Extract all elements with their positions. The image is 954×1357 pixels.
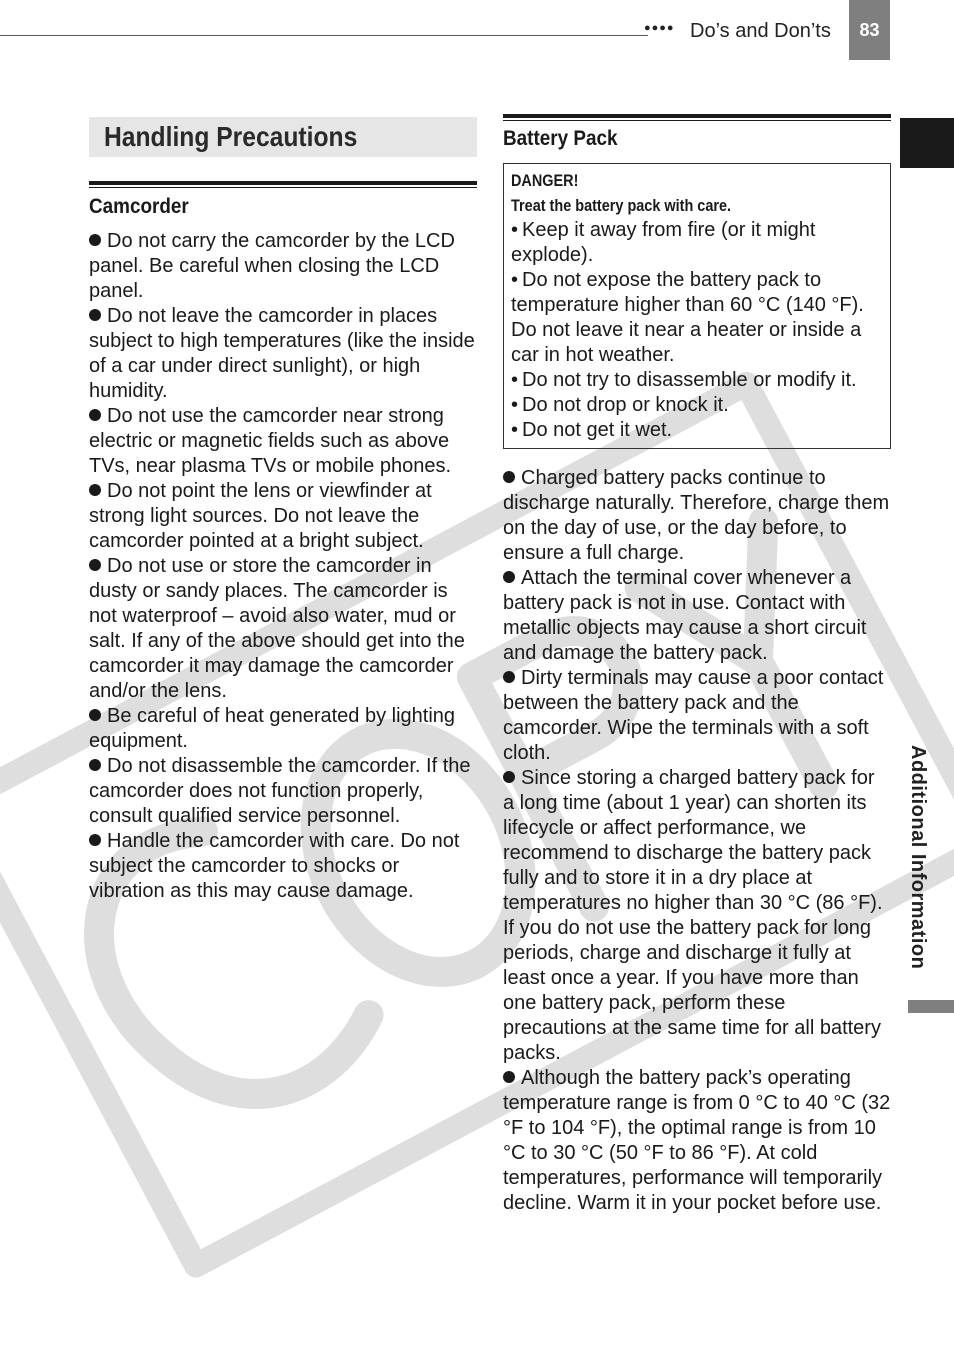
list-item: Although the battery pack’s operating temperature range is from 0 °C to 40 °C (32 °F to 104 °F), the optimal range is from 10 °C to 30 °C (50 °F to 86 °F). At cold temperatures, performance will temporarily decline. Warm it in your pocket before use. xyxy=(503,1067,891,1214)
list-item: • Do not expose the battery pack to temperature higher than 60 °C (140 °F). Do not leave it near a heater or inside a car in hot weather. xyxy=(511,269,864,366)
danger-subtitle: Treat the battery pack with care. xyxy=(511,196,732,215)
danger-box xyxy=(503,163,891,449)
header-rule xyxy=(0,35,648,36)
list-item: Do not use the camcorder near strong electric or magnetic fields such as above TVs, near plasma TVs or mobile phones. xyxy=(89,405,452,477)
side-tab-block xyxy=(900,118,954,168)
list-item: • Do not drop or knock it. xyxy=(511,394,729,416)
bullet-icon xyxy=(503,571,515,583)
section-title-battery-pack: Battery Pack xyxy=(503,127,618,150)
bullet-icon xyxy=(503,471,515,483)
dot-icon: • xyxy=(511,419,519,441)
section-rule xyxy=(89,181,477,185)
bullet-icon xyxy=(89,559,101,571)
list-item: Dirty terminals may cause a poor contact between the battery pack and the camcorder. Wipe the terminals with a soft cloth. xyxy=(503,667,884,764)
list-item: Handle the camcorder with care. Do not subject the camcorder to shocks or vibration as this may cause damage. xyxy=(89,830,460,902)
side-tab-bar xyxy=(908,1000,954,1013)
danger-list xyxy=(511,218,882,443)
dot-icon: • xyxy=(511,394,519,416)
page-number: 83 xyxy=(849,0,890,60)
left-column xyxy=(89,117,477,904)
bullet-icon xyxy=(503,1071,515,1083)
section-title-handling-precautions xyxy=(89,117,477,157)
bullet-icon xyxy=(503,671,515,683)
subsection-title-camcorder: Camcorder xyxy=(89,195,189,218)
list-item: • Keep it away from fire (or it might explode). xyxy=(511,219,816,266)
danger-title: DANGER! xyxy=(511,171,579,190)
section-rule xyxy=(503,114,891,118)
list-item: • Do not get it wet. xyxy=(511,419,673,441)
list-item: Do not point the lens or viewfinder at strong light sources. Do not leave the camcorder pointed at a bright subject. xyxy=(89,480,432,552)
dot-icon: • xyxy=(511,219,519,241)
list-item: Do not carry the camcorder by the LCD panel. Be careful when closing the LCD panel. xyxy=(89,230,455,302)
dot-icon: • xyxy=(511,269,519,291)
list-item: Do not leave the camcorder in places subject to high temperatures (like the inside of a car under direct sunlight), or high humidity. xyxy=(89,305,475,402)
list-item: Charged battery packs continue to discharge naturally. Therefore, charge them on the day of use, or the day before, to ensure a full charge. xyxy=(503,467,890,564)
list-item: • Do not try to disassemble or modify it. xyxy=(511,369,857,391)
bullet-icon xyxy=(89,759,101,771)
list-item: Do not disassemble the camcorder. If the camcorder does not function properly, consult qualified service personnel. xyxy=(89,755,471,827)
list-item: Do not use or store the camcorder in dusty or sandy places. The camcorder is not waterproof – avoid also water, mud or salt. If any of the above should get into the camcorder it may damage the camcorder and/or the lens. xyxy=(89,555,465,702)
dot-icon: • xyxy=(511,369,519,391)
bullet-icon xyxy=(89,309,101,321)
header-title: Do’s and Don’ts xyxy=(690,20,831,42)
bullet-icon xyxy=(89,834,101,846)
bullet-icon xyxy=(503,771,515,783)
side-tab-label: Additional Information xyxy=(907,745,929,970)
list-item: Since storing a charged battery pack for a long time (about 1 year) can shorten its lifecycle or affect performance, we recommend to discharge the battery pack fully and to store it in a dry place at temperatures no higher than 30 °C (86 °F). If you do not use the battery pack for long periods, charge and discharge it fully at least once a year. If you have more than one battery pack, perform these precautions at the same time for all battery packs. xyxy=(503,767,883,1064)
list-item: Be careful of heat generated by lighting equipment. xyxy=(89,705,456,752)
list-item: Attach the terminal cover whenever a battery pack is not in use. Contact with metallic objects may cause a short circuit and damage the battery pack. xyxy=(503,567,867,664)
battery-bullet-list xyxy=(503,466,891,1216)
bullet-icon xyxy=(89,234,101,246)
camcorder-bullet-list xyxy=(89,229,477,904)
header-dots: ●●●● xyxy=(644,22,675,34)
section-title-text: Handling Precautions xyxy=(104,121,358,152)
right-column xyxy=(503,114,891,1216)
bullet-icon xyxy=(89,709,101,721)
bullet-icon xyxy=(89,484,101,496)
bullet-icon xyxy=(89,409,101,421)
